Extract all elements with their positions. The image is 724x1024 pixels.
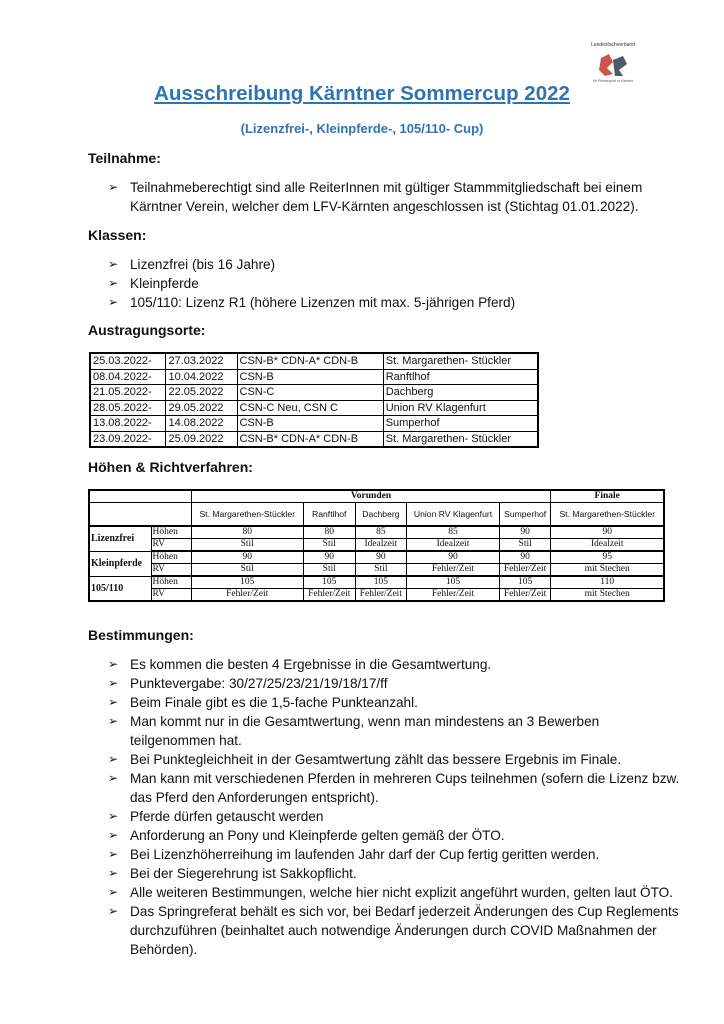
list-item: ➢ Man kann mit verschiedenen Pferden in mehreren Cups teilnehmen (sofern die Lizenz bzw. das Pferd den Anforderungen entspricht). <box>108 771 680 805</box>
klassen-list <box>108 255 683 312</box>
arrow-bullet-icon: ➢ <box>108 752 119 766</box>
list-item: ➢ Beim Finale gibt es die 1,5-fache Punkteanzahl. <box>108 695 418 710</box>
table-row: RV Stil Stil Stil Fehler/Zeit Fehler/Zeit mit Stechen <box>89 564 664 577</box>
heading-teilnahme: Teilnahme: <box>88 150 161 166</box>
list-item: ➢ Bei der Siegerehrung ist Sakkopflicht. <box>108 866 357 881</box>
table-row: 25.03.2022- 27.03.2022 CSN-B* CDN-A* CDN-B St. Margarethen- Stückler <box>90 353 538 369</box>
list-item: ➢ Teilnahmeberechtigt sind alle ReiterInnen mit gültiger Stammmitgliedschaft bei einem Kärntner Verein, welcher dem LFV-Kärnten angeschlossen ist (Stichtag 01.01.2022). <box>108 180 643 214</box>
austragungsorte-table <box>89 352 539 448</box>
arrow-bullet-icon: ➢ <box>108 695 119 709</box>
arrow-bullet-icon: ➢ <box>108 885 119 899</box>
list-item: ➢ Anforderung an Pony und Kleinpferde gelten gemäß der ÖTO. <box>108 828 505 843</box>
arrow-bullet-icon: ➢ <box>108 828 119 842</box>
table-row: 08.04.2022- 10.04.2022 CSN-B Ranftlhof <box>90 369 538 385</box>
logo <box>583 42 643 86</box>
table-header-row: St. Margarethen-Stückler Ranftlhof Dachberg Union RV Klagenfurt Sumperhof St. Margarethen-Stückler <box>89 503 664 527</box>
table-row: Lizenzfrei Höhen 80 80 85 85 90 90 <box>89 526 664 539</box>
table-row: Kleinpferde Höhen 90 90 90 90 90 95 <box>89 551 664 564</box>
arrow-bullet-icon: ➢ <box>108 714 119 728</box>
finale-header: Finale <box>551 490 664 503</box>
table-header-row <box>89 490 664 503</box>
vorunden-header: Vorunden <box>191 490 551 503</box>
list-item: ➢ Lizenzfrei (bis 16 Jahre) <box>108 257 276 272</box>
logo-title: Landesfachverband <box>591 42 635 48</box>
list-item: ➢ Es kommen die besten 4 Ergebnisse in die Gesamtwertung. <box>108 657 492 672</box>
logo-subtitle: für Pferdesport in Kärnten <box>592 79 634 83</box>
page-subtitle: (Lizenzfrei-, Kleinpferde-, 105/110- Cup) <box>240 121 484 136</box>
page-title: Ausschreibung Kärntner Sommercup 2022 <box>154 82 570 105</box>
list-item: ➢ Das Springreferat behält es sich vor, bei Bedarf jederzeit Änderungen des Cup Reglements durchzuführen (beinhaltet auch notwendige Änderungen durch COVID Maßnahmen der Behörden). <box>108 904 679 957</box>
list-item: ➢ 105/110: Lizenz R1 (höhere Lizenzen mit max. 5-jährigen Pferd) <box>108 295 516 310</box>
arrow-bullet-icon: ➢ <box>108 771 119 785</box>
teilnahme-list <box>108 178 683 216</box>
arrow-bullet-icon: ➢ <box>108 257 119 271</box>
arrow-bullet-icon: ➢ <box>108 809 119 823</box>
arrow-bullet-icon: ➢ <box>108 295 119 309</box>
heading-bestimmungen: Bestimmungen: <box>88 627 194 643</box>
list-item: ➢ Kleinpferde <box>108 276 199 291</box>
table-row: 105/110 Höhen 105 105 105 105 105 110 <box>89 576 664 589</box>
arrow-bullet-icon: ➢ <box>108 904 119 918</box>
arrow-bullet-icon: ➢ <box>108 866 119 880</box>
arrow-bullet-icon: ➢ <box>108 676 119 690</box>
list-item: ➢ Man kommt nur in die Gesamtwertung, wenn man mindestens an 3 Bewerben teilgenommen hat. <box>108 714 600 748</box>
arrow-bullet-icon: ➢ <box>108 847 119 861</box>
list-item: ➢ Alle weiteren Bestimmungen, welche hier nicht explizit angeführt wurden, gelten laut ÖTO. <box>108 885 674 900</box>
arrow-bullet-icon: ➢ <box>108 657 119 671</box>
arrow-bullet-icon: ➢ <box>108 276 119 290</box>
heading-austragungsorte: Austragungsorte: <box>88 322 206 338</box>
table-row: 21.05.2022- 22.05.2022 CSN-C Dachberg <box>90 385 538 401</box>
heading-klassen: Klassen: <box>88 227 147 243</box>
bestimmungen-list <box>108 655 683 959</box>
table-row: RV Stil Stil Idealzeit Idealzeit Stil Idealzeit <box>89 539 664 552</box>
arrow-bullet-icon: ➢ <box>108 180 119 194</box>
list-item: ➢ Pferde dürfen getauscht werden <box>108 809 324 824</box>
table-row: RV Fehler/Zeit Fehler/Zeit Fehler/Zeit Fehler/Zeit Fehler/Zeit mit Stechen <box>89 589 664 602</box>
list-item: ➢ Punktevergabe: 30/27/25/23/21/19/18/17/ff <box>108 676 388 691</box>
table-row: 13.08.2022- 14.08.2022 CSN-B Sumperhof <box>90 416 538 432</box>
heading-hoehen: Höhen & Richtverfahren: <box>88 459 253 475</box>
hoehen-table <box>88 489 665 602</box>
table-row: 23.09.2022- 25.09.2022 CSN-B* CDN-A* CDN-B St. Margarethen- Stückler <box>90 431 538 447</box>
list-item: ➢ Bei Punktegleichheit in der Gesamtwertung zählt das bessere Ergebnis im Finale. <box>108 752 622 767</box>
list-item: ➢ Bei Lizenzhöherreihung im laufenden Jahr darf der Cup fertig geritten werden. <box>108 847 600 862</box>
table-row: 28.05.2022- 29.05.2022 CSN-C Neu, CSN C Union RV Klagenfurt <box>90 400 538 416</box>
